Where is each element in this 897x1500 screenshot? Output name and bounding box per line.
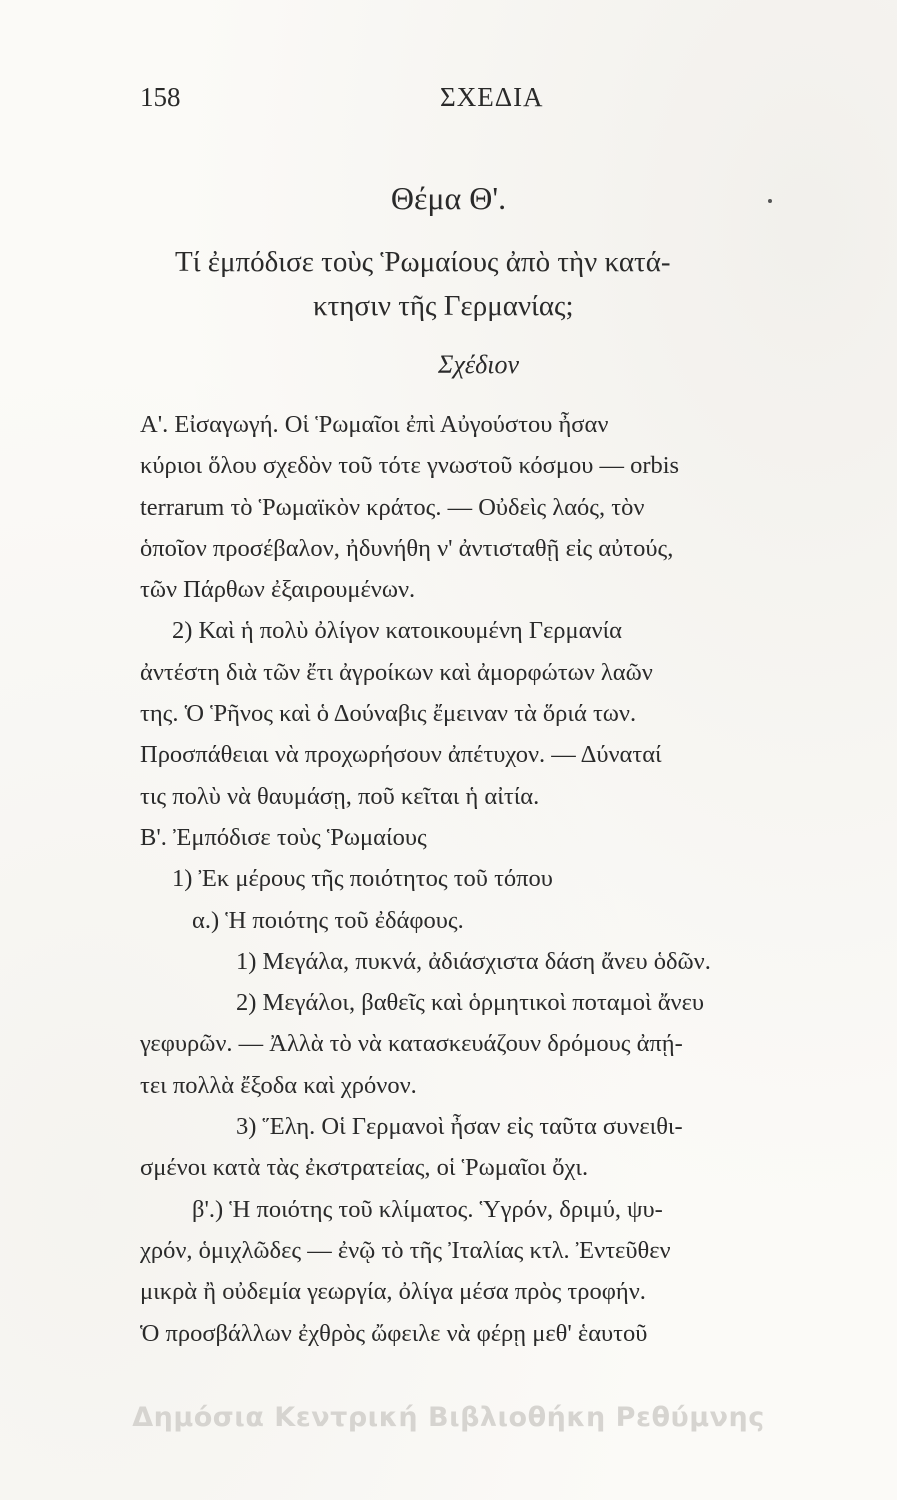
text-line: μικρὰ ἢ οὐδεμία γεωργία, ὀλίγα μέσα πρὸς τροφήν. — [140, 1278, 646, 1306]
running-header — [140, 82, 760, 122]
text-line: Ὁ προσβάλλων ἐχθρὸς ὤφειλε νὰ φέρῃ μεθ' ἑαυτοῦ — [140, 1319, 648, 1347]
text-line: 2) Καὶ ἡ πολὺ ὀλίγον κατοικουμένη Γερμανία — [172, 617, 622, 645]
text-line: 3) Ἕλη. Οἱ Γερμανοὶ ἦσαν εἰς ταῦτα συνειθι- — [236, 1113, 683, 1141]
text-line: β'.) Ἡ ποιότης τοῦ κλίματος. Ὑγρόν, δριμύ, ψυ- — [192, 1195, 663, 1223]
text-line: της. Ὁ Ῥῆνος καὶ ὁ Δούναβις ἔμειναν τὰ ὅριά των. — [140, 700, 637, 728]
running-title: ΣΧΕΔΙΑ — [440, 82, 544, 112]
text-line: τις πολὺ νὰ θαυμάσῃ, ποῦ κεῖται ἡ αἰτία. — [140, 782, 540, 810]
text-line: α.) Ἡ ποιότης τοῦ ἐδάφους. — [192, 906, 464, 934]
page-number: 158 — [140, 82, 181, 112]
section-heading: Β'. Ἐμπόδισε τοὺς Ῥωμαίους — [140, 823, 427, 851]
text-line: ὁποῖον προσέβαλον, ἠδυνήθη ν' ἀντισταθῇ εἰς αὐτούς, — [140, 534, 674, 562]
text-line: τῶν Πάρθων ἐξαιρουμένων. — [140, 576, 416, 604]
text-line: 2) Μεγάλοι, βαθεῖς καὶ ὁρμητικοὶ ποταμοὶ ἄνευ — [236, 989, 705, 1017]
print-speck — [768, 199, 772, 203]
question-line-1: Τί ἐμπόδισε τοὺς Ῥωμαίους ἀπὸ τὴν κατά- — [175, 246, 671, 278]
text-line: Α'. Εἰσαγωγή. Οἱ Ῥωμαῖοι ἐπὶ Αὐγούστου ἦσαν — [140, 411, 609, 438]
text-line: ἀντέστη διὰ τῶν ἔτι ἀγροίκων καὶ ἀμορφώτων λαῶν — [140, 658, 653, 686]
text-line: χρόν, ὁμιχλῶδες — ἐνῷ τὸ τῆς Ἰταλίας κτλ. Ἐντεῦθεν — [140, 1236, 671, 1264]
text-line: σμένοι κατὰ τὰς ἐκστρατείας, οἱ Ῥωμαῖοι ὄχι. — [140, 1154, 589, 1182]
theme-question — [150, 240, 870, 328]
library-watermark: Δημόσια Κεντρική Βιβλιοθήκη Ρεθύμνης — [132, 1402, 765, 1433]
theme-title: Θέμα Θ'. — [390, 180, 507, 216]
outline-subheading: Σχέδιον — [438, 350, 519, 379]
text-line: 1) Μεγάλα, πυκνά, ἀδιάσχιστα δάση ἄνευ ὁδῶν. — [236, 947, 711, 975]
text-line: τει πολλὰ ἔξοδα καὶ χρόνον. — [140, 1071, 417, 1099]
question-line-2: κτησιν τῆς Γερμανίας; — [313, 290, 574, 322]
text-line: terrarum τὸ Ῥωμαϊκὸν κράτος. — Οὐδεὶς λαός, τὸν — [140, 493, 645, 521]
text-line: κύριοι ὅλου σχεδὸν τοῦ τότε γνωστοῦ κόσμου — orbis — [140, 452, 680, 480]
body-text — [140, 404, 875, 1354]
text-line: γεφυρῶν. — Ἀλλὰ τὸ νὰ κατασκευάζουν δρόμους ἀπῄ- — [140, 1030, 683, 1058]
text-line: Προσπάθειαι νὰ προχωρήσουν ἀπέτυχον. — Δύναταί — [140, 741, 662, 769]
text-line: 1) Ἐκ μέρους τῆς ποιότητος τοῦ τόπου — [172, 865, 553, 893]
